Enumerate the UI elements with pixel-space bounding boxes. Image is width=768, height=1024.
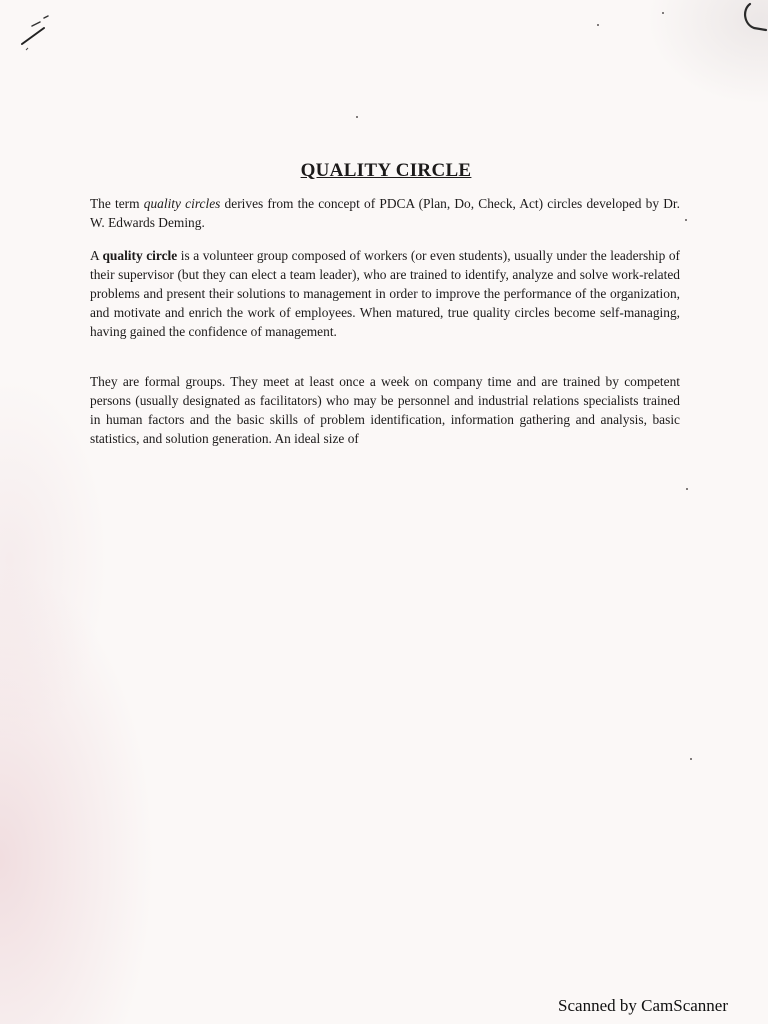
edge-mark — [740, 0, 768, 34]
bold-term: quality circle — [102, 248, 178, 263]
paragraph-definition — [90, 246, 680, 341]
paragraph-origin — [90, 194, 680, 232]
speck — [356, 116, 358, 118]
paragraph-text: is a volunteer group composed of workers (or even students), usually under the leadership of their supervisor (but they can elect a team leader), who are trained to identify, analyze and solve work-related problems and present their solutions to management in order to improve the performance of the organization, and motivate and enrich the work of employees. When matured, true quality circles become self-managing, having gained the confidence of management. — [90, 248, 680, 339]
speck — [597, 24, 599, 26]
paragraph-formal-groups: They are formal groups. They meet at least once a week on company time and are trained by competent persons (usually designated as facilitators) who may be personnel and industrial relations specialists trained in human factors and the basic skills of problem identification, information gathering and analysis, basic statistics, and solution generation. An ideal size of — [90, 374, 680, 446]
page-title: QUALITY CIRCLE — [300, 160, 472, 181]
paragraph-text: The term — [90, 196, 144, 211]
speck — [662, 12, 664, 14]
speck — [685, 219, 687, 221]
scanner-watermark: Scanned by CamScanner — [558, 996, 728, 1015]
speck — [690, 758, 692, 760]
pen-stroke-mark — [18, 14, 58, 58]
paragraph-text: A — [90, 248, 103, 263]
emphasis-term: quality circles — [143, 196, 221, 211]
paragraph-text: derives from the concept of PDCA (Plan, Do, Check, Act) circles developed by Dr. W. Edwards Deming. — [90, 196, 681, 230]
speck — [686, 488, 688, 490]
